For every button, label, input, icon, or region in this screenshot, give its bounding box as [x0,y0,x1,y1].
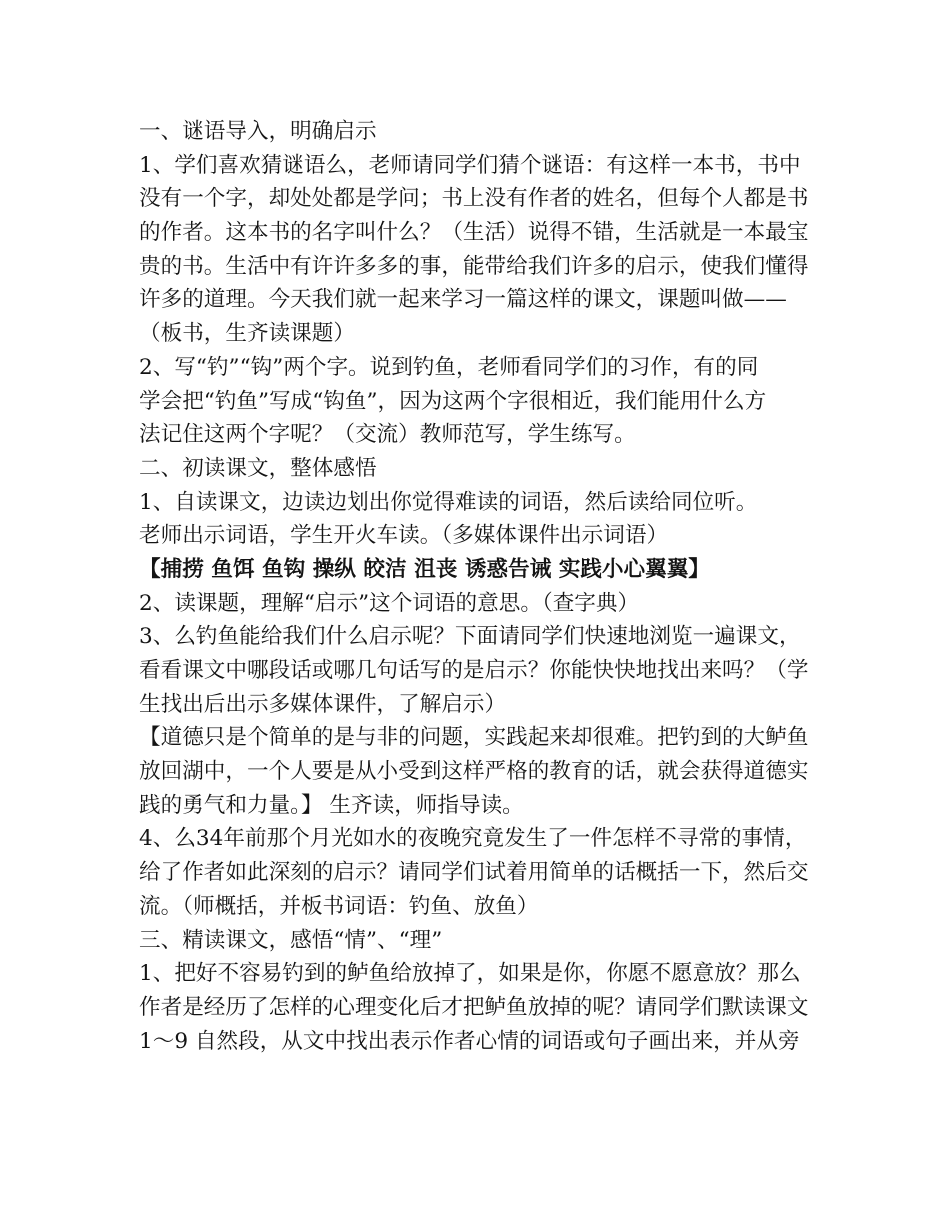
text-line: 放回湖中，一个人要是从小受到这样严格的教育的话，就会获得道德实 [139,759,809,785]
text-line: 生找出后出示多媒体课件，了解启示） [139,691,507,717]
text-line: 2、读课题，理解“启示”这个词语的意思。（查字典） [139,590,640,616]
section-heading-2: 二、初读课文，整体感悟 [139,455,377,481]
text-line: 流。（师概括，并板书词语：钓鱼、放鱼） [139,893,539,919]
text-line: 老师出示词语，学生开火车读。（多媒体课件出示词语） [139,523,669,549]
section-heading-3: 三、精读课文，感悟“情”、“理” [139,927,443,953]
text-line: 【道德只是个简单的是与非的问题，实践起来却很难。把钓到的大鲈鱼 [139,725,809,751]
text-line: 贵的书。生活中有许许多多的事，能带给我们许多的启示，使我们懂得 [139,253,809,279]
text-line: 的作者。这本书的名字叫什么？（生活）说得不错，生活就是一本最宝 [139,220,809,246]
text-line: 许多的道理。今天我们就一起来学习一篇这样的课文，课题叫做—— [139,287,787,313]
text-line: 2、写“钓”“钩”两个字。说到钓鱼，老师看同学们的习作，有的同 [139,354,759,380]
text-line: 1、自读课文，边读边划出你觉得难读的词语，然后读给同位听。 [139,489,758,515]
text-line: 践的勇气和力量。】 生齐读，师指导读。 [139,792,524,818]
text-line: （板书，生齐读课题） [139,321,355,347]
text-line: 1、学们喜欢猜谜语么，老师请同学们猜个谜语：有这样一本书，书中 [139,152,801,178]
text-line: 法记住这两个字呢？（交流）教师范写，学生练写。 [139,422,636,448]
text-line: 1～9 自然段，从文中找出表示作者心情的词语或句子画出来，并从旁 [139,1028,800,1054]
section-heading-1: 一、谜语导入，明确启示 [139,119,377,144]
text-line: 给了作者如此深刻的启示？请同学们试着用简单的话概括一下，然后交 [139,860,809,886]
text-line: 1、把好不容易钓到的鲈鱼给放掉了，如果是你，你愿不愿意放？那么 [139,961,801,987]
text-line: 作者是经历了怎样的心理变化后才把鲈鱼放掉的呢？请同学们默读课文 [139,994,809,1020]
text-line: 看看课文中哪段话或哪几句话写的是启示？你能快快地找出来吗？（学 [139,658,809,683]
vocabulary-list: 【捕捞 鱼饵 鱼钩 操纵 皎洁 沮丧 诱惑告诫 实践小心翼翼】 [139,556,710,582]
document-body [139,115,819,1058]
text-line: 4、么34年前那个月光如水的夜晚究竟发生了一件怎样不寻常的事情， [139,826,807,852]
text-line: 没有一个字，却处处都是学问；书上没有作者的姓名，但每个人都是书 [139,186,809,212]
text-line: 3、么钓鱼能给我们什么启示呢？下面请同学们快速地浏览一遍课文， [139,624,801,650]
text-line: 学会把“钓鱼”写成“钩鱼”，因为这两个字很相近，我们能用什么方 [139,388,767,414]
